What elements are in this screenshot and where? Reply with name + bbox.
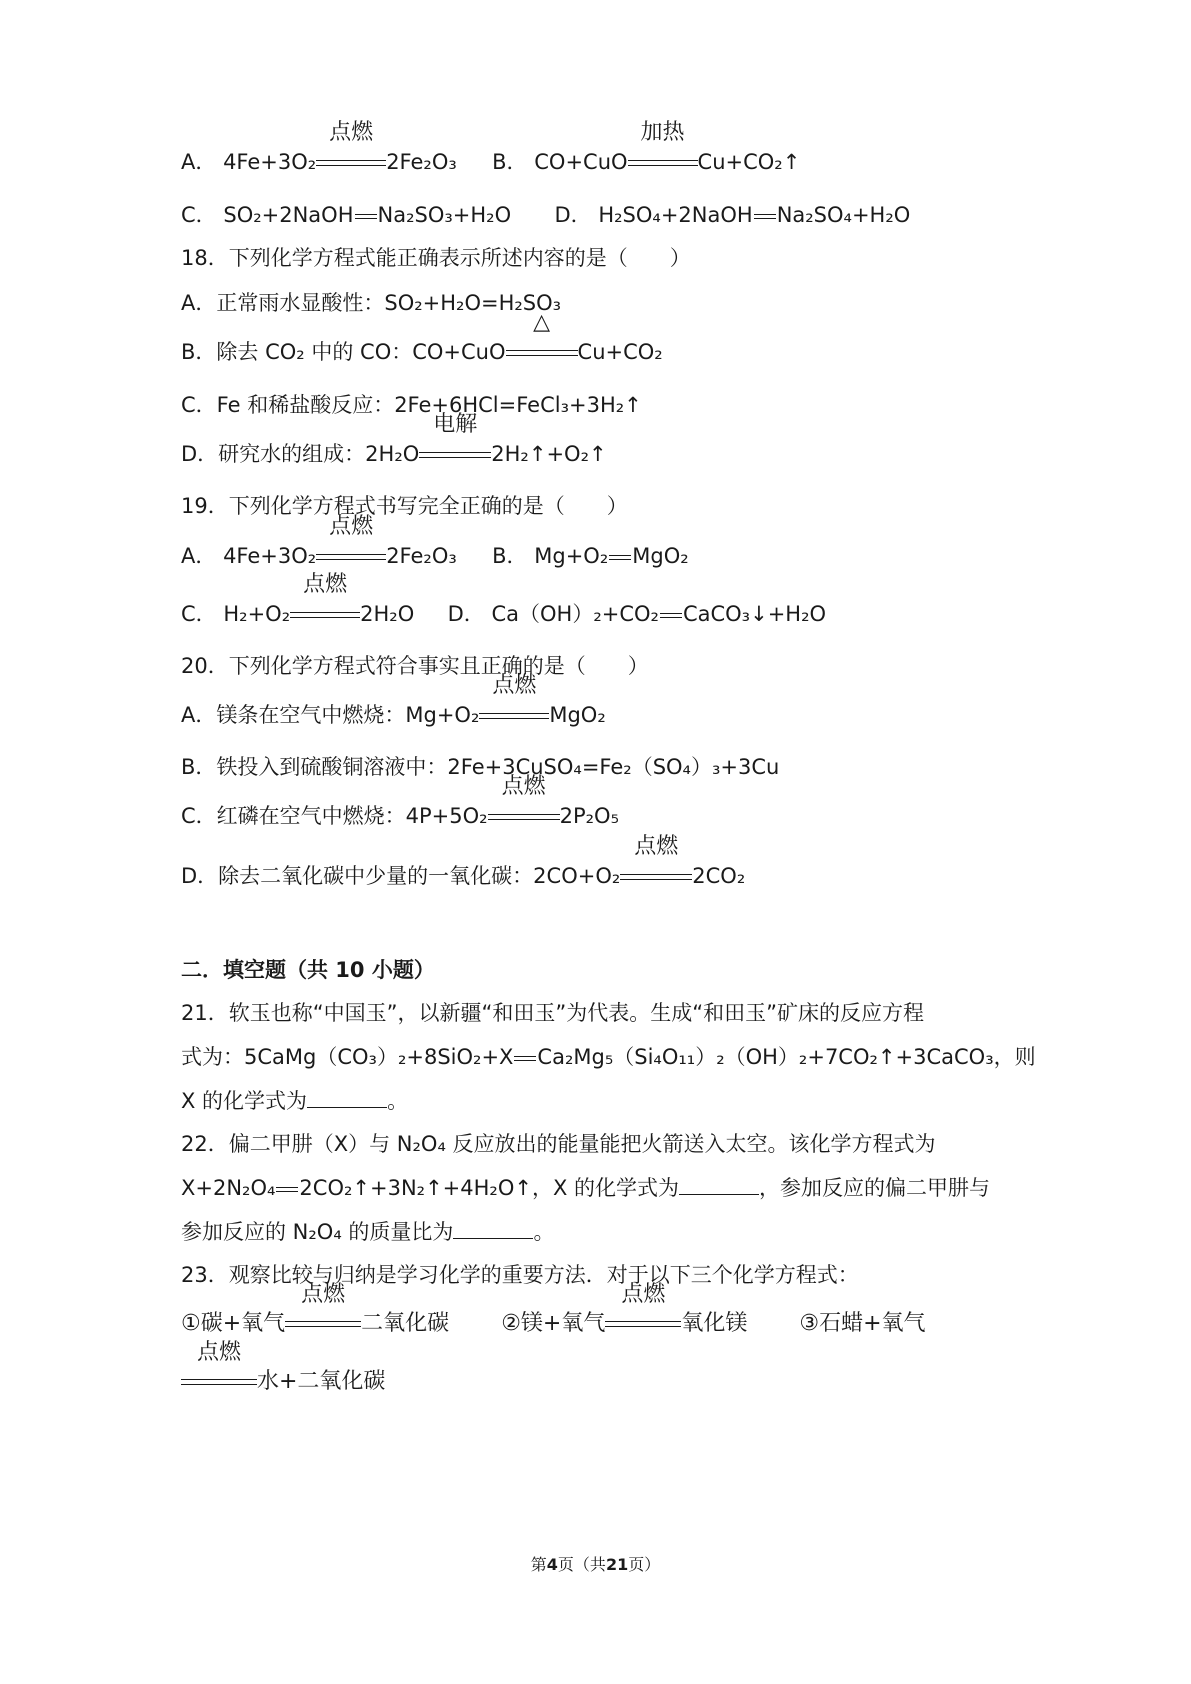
q22-line-2-suffix: ，参加反应的偏二甲肼与 — [759, 1176, 991, 1200]
q22-formula-blank[interactable] — [679, 1174, 759, 1195]
q17-d-label: D． — [554, 203, 592, 227]
q18-b-rhs: Cu+CO₂ — [577, 340, 663, 364]
q23-eq3-condition-arrow — [181, 1340, 257, 1397]
q20-d-condition: 点燃 — [634, 834, 679, 859]
q23-eq1-rhs: 二氧化碳 — [361, 1311, 450, 1336]
q18-option-c: C．Fe 和稀盐酸反应：2Fe+6HCl=FeCl₃+3H₂↑ — [181, 393, 642, 417]
q21-line-3 — [181, 1086, 408, 1116]
q23-eq2-rhs: 氧化镁 — [681, 1311, 748, 1336]
q19-d-rhs: CaCO₃↓+H₂O — [682, 602, 827, 626]
q20-c-condition: 点燃 — [501, 774, 546, 799]
q19-d-lhs: Ca（OH）₂+CO₂ — [491, 602, 659, 626]
q17-option-row-ab — [181, 120, 801, 177]
q17-b-condition: 加热 — [640, 120, 685, 145]
q17-a-condition: 点燃 — [329, 120, 374, 145]
q23-eq2-condition: 点燃 — [621, 1282, 666, 1307]
q18-option-b — [181, 310, 663, 367]
q19-a-lhs: 4Fe+3O₂ — [223, 544, 317, 568]
q22-line-3-suffix: 。 — [533, 1220, 555, 1244]
q17-b-lhs: CO+CuO — [534, 150, 628, 174]
q20-c-rhs: 2P₂O₅ — [559, 804, 619, 828]
q22-line-3 — [181, 1217, 554, 1247]
q22-line-1: 22．偏二甲肼（X）与 N₂O₄ 反应放出的能量能把火箭送入太空。该化学方程式为 — [181, 1132, 936, 1156]
q20-d-condition-arrow — [620, 834, 692, 891]
q19-a-rhs: 2Fe₂O₃ — [386, 544, 457, 568]
footer-page-number: 4 — [546, 1555, 558, 1574]
q21-line-1: 21．软玉也称“中国玉”，以新疆“和田玉”为代表。生成“和田玉”矿床的反应方程 — [181, 1001, 924, 1025]
q21-line-2-rhs: Ca₂Mg₅（Si₄O₁₁）₂（OH）₂+7CO₂↑+3CaCO₃，则 — [537, 1045, 1036, 1069]
q19-d-label: D． — [447, 602, 485, 626]
q20-a-prefix: A．镁条在空气中燃烧：Mg+O₂ — [181, 703, 480, 727]
q18-d-condition: 电解 — [433, 412, 478, 437]
q20-option-d — [181, 834, 746, 891]
q19-stem: 19．下列化学方程式书写完全正确的是（ ） — [181, 494, 628, 518]
footer-prefix: 第 — [530, 1555, 547, 1574]
q17-b-label: B． — [492, 150, 528, 174]
q23-eq2-condition-arrow — [605, 1282, 681, 1339]
q20-c-condition-arrow — [488, 774, 560, 831]
q17-c-lhs: SO₂+2NaOH — [223, 203, 354, 227]
q20-a-condition-arrow — [479, 673, 549, 730]
q23-line-1: 23．观察比较与归纳是学习化学的重要方法．对于以下三个化学方程式： — [181, 1263, 859, 1287]
q17-d-lhs: H₂SO₄+2NaOH — [598, 203, 753, 227]
q19-c-condition-arrow — [290, 572, 360, 629]
q20-option-a — [181, 673, 606, 730]
footer-suffix: 页） — [628, 1555, 661, 1574]
q20-option-b: B．铁投入到硫酸铜溶液中：2Fe+3CuSO₄=Fe₂（SO₄）₃+3Cu — [181, 755, 780, 779]
q20-option-c — [181, 774, 619, 831]
page-footer — [0, 1552, 1191, 1575]
q22-ratio-blank[interactable] — [453, 1218, 533, 1239]
q17-c-label: C． — [181, 203, 217, 227]
q18-stem: 18．下列化学方程式能正确表示所述内容的是（ ） — [181, 246, 691, 270]
q19-b-lhs: Mg+O₂ — [534, 544, 609, 568]
q23-eq1-condition: 点燃 — [301, 1282, 346, 1307]
q23-eq2-lhs: ②镁+氧气 — [501, 1311, 606, 1336]
q20-stem: 20．下列化学方程式符合事实且正确的是（ ） — [181, 654, 649, 678]
q18-b-condition-arrow — [506, 310, 578, 367]
q23-eq3-condition: 点燃 — [196, 1340, 241, 1365]
q19-a-condition-arrow — [316, 514, 386, 571]
footer-total-pages: 21 — [605, 1555, 629, 1574]
q17-d-rhs: Na₂SO₄+H₂O — [776, 203, 911, 227]
q19-b-rhs: MgO₂ — [632, 544, 689, 568]
q23-equation-3-continuation — [181, 1340, 386, 1397]
q18-d-rhs: 2H₂↑+O₂↑ — [491, 442, 607, 466]
q20-a-rhs: MgO₂ — [549, 703, 606, 727]
q21-line-2-lhs: 式为：5CaMg（CO₃）₂+8SiO₂+X — [181, 1045, 514, 1069]
q19-b-label: B． — [492, 544, 528, 568]
q22-line-2 — [181, 1173, 990, 1203]
q17-option-row-cd — [181, 200, 910, 230]
q23-eq3-lhs: ③石蜡+氧气 — [799, 1311, 926, 1336]
q23-eq1-condition-arrow — [285, 1282, 361, 1339]
q21-answer-blank[interactable] — [307, 1087, 387, 1108]
q19-a-label: A． — [181, 544, 217, 568]
q19-c-rhs: 2H₂O — [360, 602, 415, 626]
q18-d-prefix: D．研究水的组成：2H₂O — [181, 442, 420, 466]
footer-middle: 页（共 — [557, 1555, 606, 1574]
q17-c-rhs: Na₂SO₃+H₂O — [377, 203, 512, 227]
q21-line-3-prefix: X 的化学式为 — [181, 1089, 308, 1113]
q18-option-a: A．正常雨水显酸性：SO₂+H₂O=H₂SO₃ — [181, 291, 562, 315]
q19-c-lhs: H₂+O₂ — [223, 602, 291, 626]
q19-option-row-cd — [181, 572, 827, 629]
q22-line-2-lhs: X+2N₂O₄ — [181, 1176, 276, 1200]
q20-a-condition: 点燃 — [492, 673, 537, 698]
q18-d-condition-arrow — [419, 412, 491, 469]
q19-c-condition: 点燃 — [303, 572, 348, 597]
q17-b-condition-arrow — [628, 120, 698, 177]
q17-a-rhs: 2Fe₂O₃ — [386, 150, 457, 174]
q17-a-condition-arrow — [316, 120, 386, 177]
q22-line-3-prefix: 参加反应的 N₂O₄ 的质量比为 — [181, 1220, 454, 1244]
q17-a-lhs: 4Fe+3O₂ — [223, 150, 317, 174]
q21-line-3-suffix: 。 — [387, 1089, 409, 1113]
q17-b-rhs: Cu+CO₂↑ — [697, 150, 801, 174]
q17-a-label: A． — [181, 150, 217, 174]
q19-option-row-ab — [181, 514, 689, 571]
q19-a-condition: 点燃 — [329, 514, 374, 539]
q23-equations-row — [181, 1282, 926, 1339]
q18-b-prefix: B．除去 CO₂ 中的 CO：CO+CuO — [181, 340, 506, 364]
q22-line-2-mid: 2CO₂↑+3N₂↑+4H₂O↑，X 的化学式为 — [299, 1176, 680, 1200]
q19-c-label: C． — [181, 602, 217, 626]
q23-eq1-lhs: ①碳+氧气 — [181, 1311, 286, 1336]
q18-b-condition: △ — [533, 310, 550, 335]
q18-option-d — [181, 412, 607, 469]
q20-d-rhs: 2CO₂ — [692, 864, 746, 888]
q23-eq3-rhs: 水+二氧化碳 — [257, 1369, 386, 1394]
q20-d-prefix: D．除去二氧化碳中少量的一氧化碳：2CO+O₂ — [181, 864, 621, 888]
section-heading: 二．填空题（共 10 小题） — [181, 958, 435, 982]
q21-line-2 — [181, 1042, 1036, 1072]
q20-c-prefix: C．红磷在空气中燃烧：4P+5O₂ — [181, 804, 488, 828]
